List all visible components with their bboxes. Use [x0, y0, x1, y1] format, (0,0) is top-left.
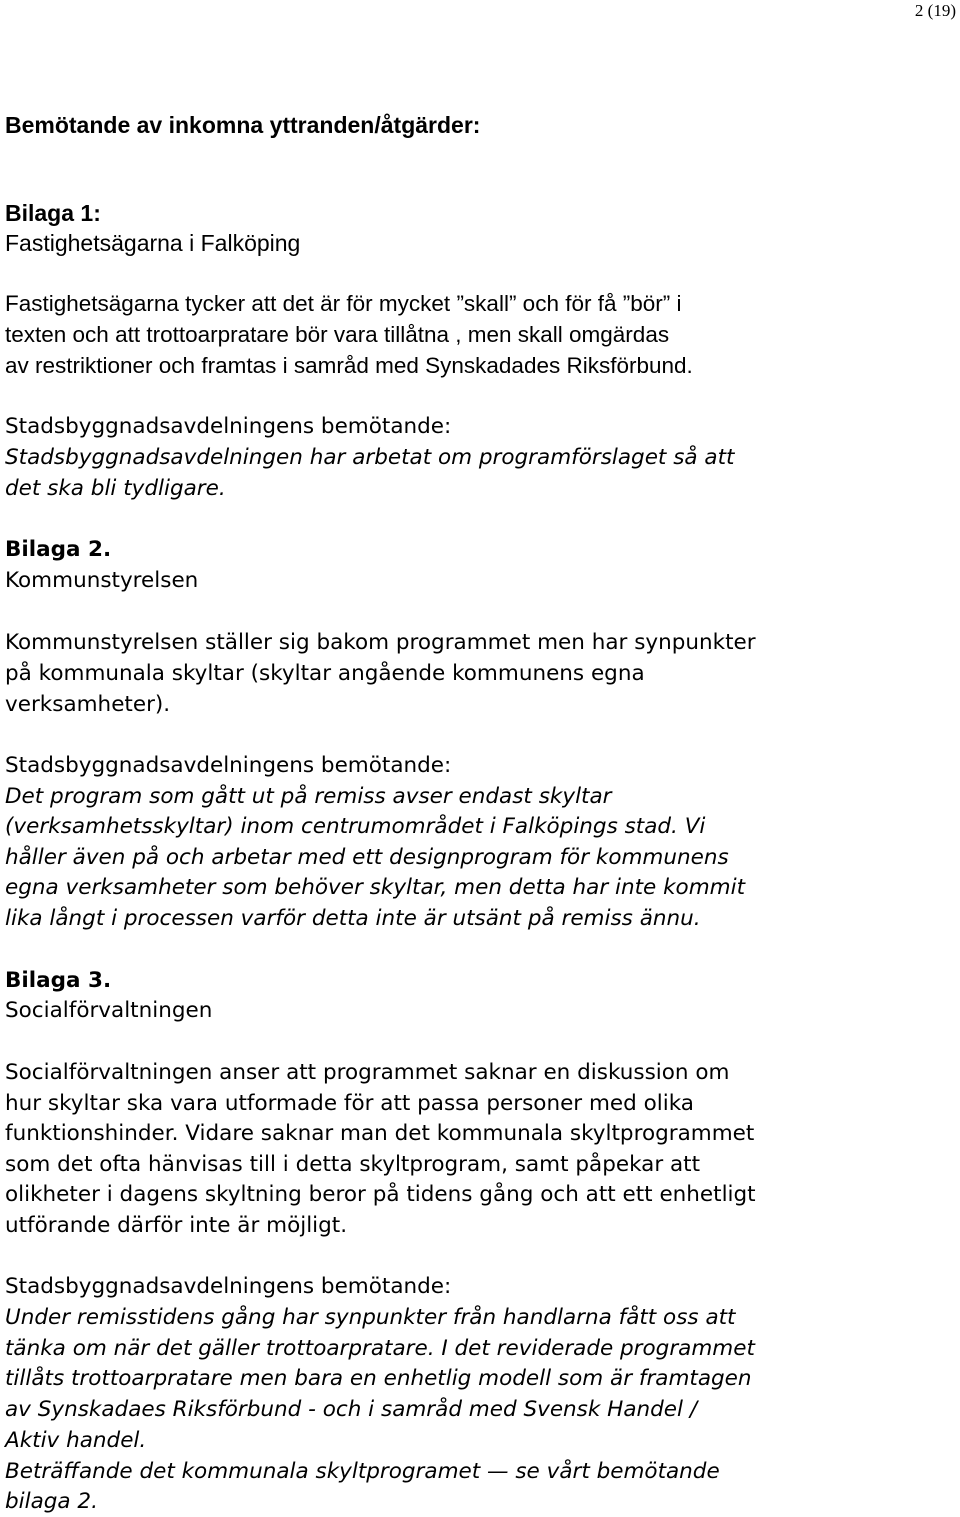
section-3-response-line: Under remisstidens gång har synpunkter från handlarna fått oss att	[5, 1305, 736, 1330]
section-3-body-line: utförande därför inte är möjligt.	[5, 1213, 348, 1238]
section-2-response-label: Stadsbyggnadsavdelningens bemötande:	[5, 753, 452, 778]
section-3-body-line: hur skyltar ska vara utformade för att passa personer med olika	[5, 1091, 694, 1116]
section-3-response-line: Aktiv handel.	[5, 1428, 147, 1453]
section-2-heading: Bilaga 2.	[5, 537, 112, 562]
section-3-heading: Bilaga 3.	[5, 968, 112, 993]
section-2-body-line: på kommunala skyltar (skyltar angående kommunens egna	[5, 661, 645, 686]
section-3-body-line: Socialförvaltningen anser att programmet saknar en diskussion om	[5, 1060, 730, 1085]
section-3-body-line: som det ofta hänvisas till i detta skyltprogram, samt påpekar att	[5, 1152, 701, 1177]
section-1-body-line: av restriktioner och framtas i samråd med Synskadades Riksförbund.	[5, 353, 693, 378]
section-2-response-line: egna verksamheter som behöver skyltar, men detta har inte kommit	[5, 875, 745, 900]
section-3-subheading: Socialförvaltningen	[5, 998, 213, 1023]
document-title: Bemötande av inkomna yttranden/åtgärder:	[5, 112, 481, 138]
section-1-body-line: texten och att trottoarpratare bör vara tillåtna , men skall omgärdas	[5, 322, 670, 347]
section-3-response-line: tillåts trottoarpratare men bara en enhetlig modell som är framtagen	[5, 1366, 752, 1391]
section-2-body-line: Kommunstyrelsen ställer sig bakom programmet men har synpunkter	[5, 630, 756, 655]
section-1-response-label: Stadsbyggnadsavdelningens bemötande:	[5, 414, 452, 439]
section-3-response-line: av Synskadaes Riksförbund - och i samråd med Svensk Handel /	[5, 1397, 698, 1422]
section-3-response-line: tänka om när det gäller trottoarpratare. I det reviderade programmet	[5, 1336, 755, 1361]
section-3-body-line: olikheter i dagens skyltning beror på tidens gång och att ett enhetligt	[5, 1182, 756, 1207]
section-1-subheading: Fastighetsägarna i Falköping	[5, 230, 301, 256]
section-1-heading: Bilaga 1:	[5, 200, 101, 226]
section-1-body-line: Fastighetsägarna tycker att det är för mycket ”skall” och för få ”bör” i	[5, 291, 682, 316]
section-2-body-line: verksamheter).	[5, 692, 171, 717]
section-2-response-line: håller även på och arbetar med ett designprogram för kommunens	[5, 845, 729, 870]
section-2-response-line: Det program som gått ut på remiss avser endast skyltar	[5, 784, 612, 809]
section-2-subheading: Kommunstyrelsen	[5, 568, 199, 593]
section-1-response-line: det ska bli tydligare.	[5, 476, 226, 501]
section-3-response-line: Beträffande det kommunala skyltprogramet — se vårt bemötande	[5, 1459, 720, 1484]
section-2-response-line: lika långt i processen varför detta inte är utsänt på remiss ännu.	[5, 906, 701, 931]
section-3-response-label: Stadsbyggnadsavdelningens bemötande:	[5, 1274, 452, 1299]
page-number: 2 (19)	[914, 1, 956, 20]
section-2-response-line: (verksamhetsskyltar) inom centrumområdet i Falköpings stad. Vi	[5, 814, 706, 839]
section-3-response-line: bilaga 2.	[5, 1489, 98, 1514]
section-3-body-line: funktionshinder. Vidare saknar man det kommunala skyltprogrammet	[5, 1121, 755, 1146]
section-1-response-line: Stadsbyggnadsavdelningen har arbetat om programförslaget så att	[5, 445, 735, 470]
